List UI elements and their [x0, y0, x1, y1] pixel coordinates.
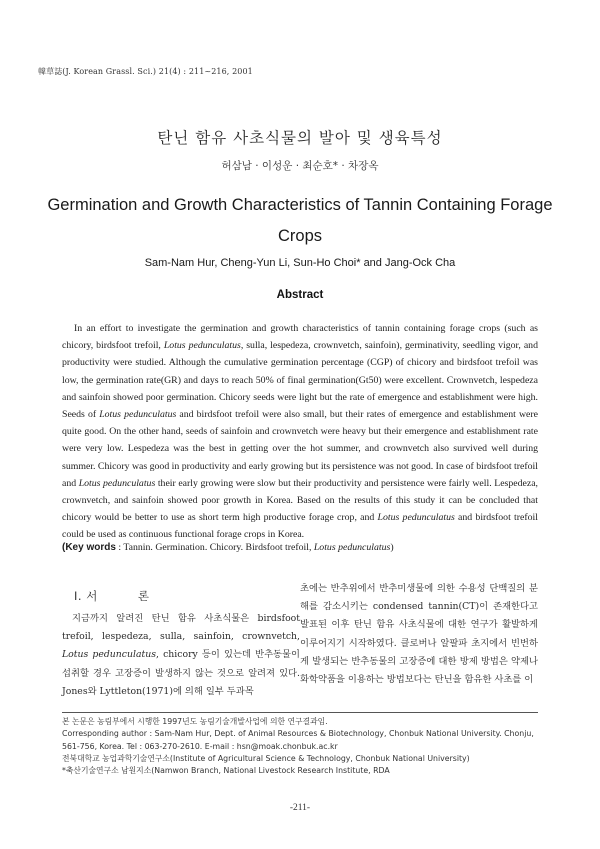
intro-paragraph-left [62, 610, 300, 701]
right-column [300, 580, 538, 689]
intro-left-text-run: , chicory 등이 있는데 반추동물이 섭취할 경우 고장증이 발생하지 않는 것으로 알려져 있다. Jones와 Lyttleton(1971)에 의해 일부 두과목 [62, 649, 300, 697]
section-number: Ⅰ. 서 [74, 589, 98, 603]
title-english: Germination and Growth Characteristics of Tannin Containing Forage Crops [47, 196, 553, 245]
keywords-close: ) [390, 542, 394, 553]
abstract-italic-run: Lotus pedunculatus [377, 512, 455, 524]
footnote-affiliation-1: 전북대학교 농업과학기술연구소(Institute of Agricultural Science & Technology, Chonbuk National University) [62, 753, 470, 763]
left-column [62, 580, 300, 701]
keywords-italic-term: Lotus pedunculatus [313, 542, 391, 553]
page-number: -211- [289, 803, 311, 813]
intro-left-text-run: 지금까지 알려진 탄닌 함유 사초식물은 birdsfoot trefoil, lespedeza, sulla, sainfoin, crownvetch, [62, 613, 300, 643]
footnote-contact: 561-756, Korea. Tel : 063-270-2610. E-mail : hsn@moak.chonbuk.ac.kr [62, 741, 338, 751]
footnote-divider [62, 712, 538, 713]
keywords [62, 542, 538, 553]
abstract-heading: Abstract [276, 289, 324, 301]
footnote-funding: 본 논문은 농림부에서 시행한 1997년도 농림기술개발사업에 의한 연구결과임. [62, 717, 328, 726]
intro-paragraph-right: 초에는 반추위에서 반추미생물에 의한 수용성 단백질의 분해를 감소시키는 condensed tannin(CT)이 존재한다고 발표된 이후 탄닌 함유 사초식물에 대한 연구가 활발하게 이루어지기 시작하였다. 클로버나 알팔파 초지에서 빈번하게 발생되는 반추동물의 고장증에 대한 방제 방법은 약제나 화학약품을 이용하는 방법보다는 탄닌을 함유한 사초를 이 [300, 583, 538, 686]
abstract-text-run: In an effort to investigate the germination and growth characteristics of tannin containing forage crops (such as chicory, birdsfoot trefoil, [62, 323, 538, 352]
abstract-italic-run: Lotus pedunculatus [78, 477, 156, 489]
title-korean: 탄닌 함유 사초식물의 발아 및 생육특성 [157, 129, 443, 147]
authors-english: Sam-Nam Hur, Cheng-Yun Li, Sun-Ho Choi* and Jang-Ock Cha [144, 257, 456, 269]
keywords-text: : Tannin. Germination. Chicory. Birdsfoot trefoil, [115, 542, 314, 553]
keywords-label: (Key words [62, 542, 116, 553]
abstract-body [62, 320, 538, 544]
footnotes [62, 716, 542, 777]
footnote-corresponding-author: Corresponding author : Sam-Nam Hur, Dept. of Animal Resources & Biotechnology, Chonbuk National University. Chonju, [62, 729, 534, 739]
authors-korean: 허삼남 · 이성운 · 최순호* · 차장옥 [221, 160, 379, 172]
abstract-text-run: and birdsfoot trefoil were also small, but their rates of emergence and establishment were quite good. On the other hand, seeds of sainfoin and crownvetch were heavy but their emergence and establishment rate were very low. Lespedeza was the best in getting over the hot summer, and crownvetch also survived well during summer. Chicory was good in productivity and early growing but its persistence was not good. In case of birdsfoot trefoil and [62, 409, 538, 489]
section-heading-introduction [74, 588, 300, 604]
abstract-text-run: and birdsfoot trefoil could be used as continuous functional forage crops in Korea. [62, 512, 538, 541]
section-title-end: 론 [137, 589, 150, 603]
journal-reference: 韓草誌(J. Korean Grassl. Sci.) 21(4) : 211~216, 2001 [38, 67, 253, 76]
abstract-text-run: their early growing were slow but their productivity and persistence were fairly well. Lespedeza, crownvetch, and sainfoin showed poor growth in Korea. Based on the results of this study it can be concluded that chicory would be better to use as short term high productive forage crop, and [62, 477, 538, 524]
abstract-italic-run: Lotus pedunculatus [163, 340, 241, 352]
footnote-affiliation-2: *축산기술연구소 남원지소(Namwon Branch, National Livestock Research Institute, RDA [62, 766, 390, 776]
intro-left-italic-run: Lotus pedunculatus [62, 649, 156, 661]
abstract-italic-run: Lotus pedunculatus [99, 409, 177, 421]
abstract-text-run: , sulla, lespedeza, crownvetch, sainfoin), germinativity, seedling vigor, and productivity were studied. Although the cumulative germination percentage (CGP) of chicory and birdsfoot trefoil was low, the germination rate(GR) and days to reach 50% of final germination(Gt50) were excellent. Crownvetch, lespedeza and sainfoin showed poor germination. Chicory seeds were light but the rate of emergence and establishment were high. Seeds of [62, 340, 538, 421]
